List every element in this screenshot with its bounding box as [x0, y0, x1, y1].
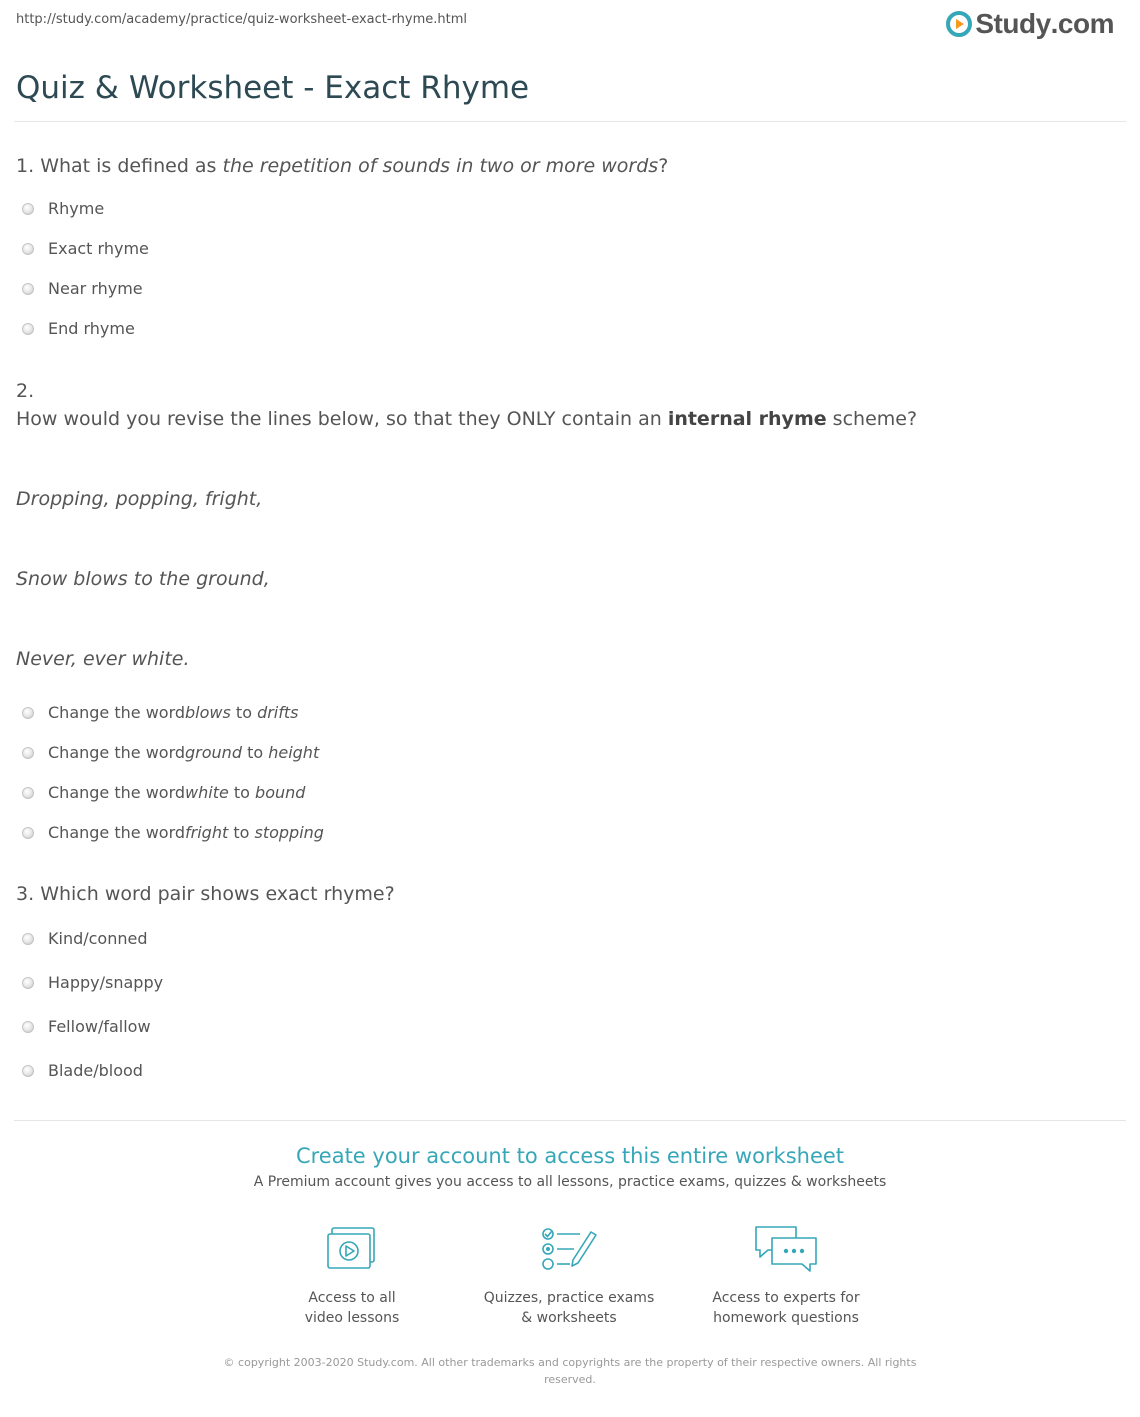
title-divider: [14, 121, 1126, 122]
q1-option-4[interactable]: [22, 319, 135, 338]
option-text: to: [228, 783, 256, 802]
cta-divider: [14, 1120, 1126, 1121]
feature-line-1: Quizzes, practice exams: [483, 1290, 655, 1306]
q3-option-3[interactable]: [22, 1017, 151, 1036]
logo-text: Study: [975, 8, 1051, 39]
feature-video-lessons: [252, 1226, 452, 1328]
feature-line-2: homework questions: [713, 1310, 859, 1326]
option-text: Change the word: [48, 703, 186, 722]
question-1: [16, 155, 668, 177]
q2-option-2[interactable]: [22, 743, 319, 762]
page-url: http://study.com/academy/practice/quiz-worksheet-exact-rhyme.html: [16, 12, 468, 27]
option-label: Fellow/fallow: [48, 1017, 151, 1036]
option-word-from: white: [185, 783, 229, 802]
question-2: [16, 408, 917, 430]
q2-option-3[interactable]: [22, 783, 305, 802]
radio-button[interactable]: [22, 933, 34, 945]
option-label: Blade/blood: [48, 1061, 143, 1080]
option-text: to: [230, 703, 258, 722]
question-1-italic: the repetition of sounds in two or more words: [222, 155, 659, 177]
option-label: Happy/snappy: [48, 973, 164, 992]
question-2-number: 2.: [16, 380, 35, 402]
option-text: to: [241, 743, 269, 762]
create-account-link[interactable]: Create your account to access this entire worksheet: [295, 1144, 845, 1168]
q1-option-1[interactable]: [22, 199, 104, 218]
poem-line-1: Dropping, popping, fright,: [16, 488, 263, 510]
radio-button[interactable]: [22, 787, 34, 799]
cta-subtitle: A Premium account gives you access to all lessons, practice exams, quizzes & worksheets: [253, 1174, 887, 1190]
copyright-line-2: reserved.: [544, 1373, 596, 1386]
question-3-number: 3.: [16, 883, 35, 905]
option-word-from: fright: [185, 823, 229, 842]
option-text: Change the word: [48, 783, 186, 802]
option-text: Change the word: [48, 823, 186, 842]
option-word-to: drifts: [257, 703, 299, 722]
q3-option-1[interactable]: [22, 929, 148, 948]
copyright-footer: [210, 1354, 930, 1388]
radio-button[interactable]: [22, 747, 34, 759]
quiz-checklist-icon: [540, 1226, 598, 1272]
question-3-text: Which word pair shows exact rhyme?: [40, 883, 395, 905]
feature-line-2: & worksheets: [521, 1310, 617, 1326]
feature-line-1: Access to experts for: [712, 1290, 860, 1306]
option-word-from: ground: [185, 743, 242, 762]
option-label: Rhyme: [48, 199, 105, 218]
poem-line-3: Never, ever white.: [16, 648, 190, 670]
question-1-suffix: ?: [658, 155, 669, 177]
radio-button[interactable]: [22, 283, 34, 295]
option-label: End rhyme: [48, 319, 135, 338]
copyright-line-1: © copyright 2003-2020 Study.com. All other trademarks and copyrights are the property of their respective owners. All rights: [223, 1356, 917, 1369]
radio-button[interactable]: [22, 203, 34, 215]
option-word-from: blows: [185, 703, 231, 722]
q3-option-2[interactable]: [22, 973, 163, 992]
feature-quizzes: [469, 1226, 669, 1328]
option-text: to: [228, 823, 255, 842]
radio-button[interactable]: [22, 1021, 34, 1033]
study-logo[interactable]: [946, 8, 1114, 40]
question-3: [16, 883, 395, 905]
feature-line-1: Access to all: [308, 1290, 396, 1306]
chat-bubbles-icon: [754, 1224, 818, 1274]
question-2-prefix: How would you revise the lines below, so that they ONLY contain an: [16, 408, 668, 430]
q2-option-1[interactable]: [22, 703, 298, 722]
study-logo-icon: [946, 11, 972, 37]
question-1-number: 1.: [16, 155, 35, 177]
radio-button[interactable]: [22, 977, 34, 989]
option-label: Exact rhyme: [48, 239, 149, 258]
video-lesson-icon: [326, 1226, 378, 1272]
radio-button[interactable]: [22, 323, 34, 335]
radio-button[interactable]: [22, 243, 34, 255]
q3-option-4[interactable]: [22, 1061, 143, 1080]
poem-line-2: Snow blows to the ground,: [16, 568, 270, 590]
q1-option-3[interactable]: [22, 279, 143, 298]
option-word-to: height: [268, 743, 320, 762]
option-label: Near rhyme: [48, 279, 143, 298]
question-2-bold: internal rhyme: [667, 408, 827, 430]
radio-button[interactable]: [22, 707, 34, 719]
q1-option-2[interactable]: [22, 239, 149, 258]
page-title: Quiz & Worksheet - Exact Rhyme: [16, 70, 530, 106]
option-text: Change the word: [48, 743, 186, 762]
q2-option-4[interactable]: [22, 823, 324, 842]
question-1-prefix: What is defined as: [40, 155, 223, 177]
option-word-to: bound: [255, 783, 306, 802]
radio-button[interactable]: [22, 827, 34, 839]
logo-suffix: .com: [1050, 8, 1114, 39]
option-word-to: stopping: [254, 823, 324, 842]
feature-line-2: video lessons: [304, 1310, 400, 1326]
feature-experts: [686, 1224, 886, 1328]
question-2-suffix: scheme?: [826, 408, 918, 430]
option-label: Kind/conned: [48, 929, 148, 948]
radio-button[interactable]: [22, 1065, 34, 1077]
